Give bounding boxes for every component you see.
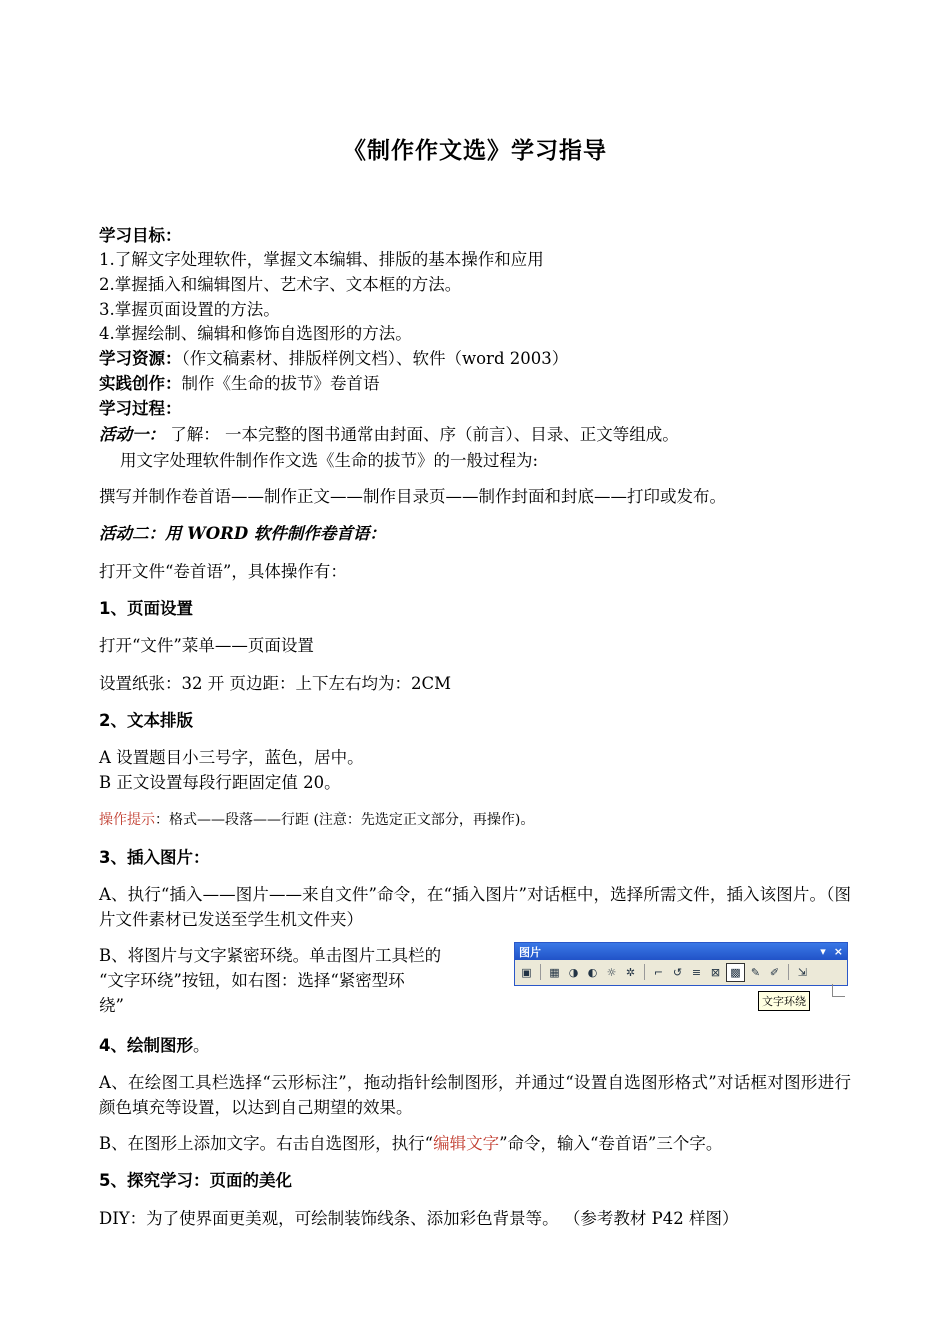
process-heading: 学习过程：	[99, 399, 182, 418]
edit-text-highlight: 编辑文字	[433, 1134, 500, 1153]
para-b-pre: B、在图形上添加文字。右击自选图形，执行“	[99, 1134, 434, 1153]
activity1-line2: 用文字处理软件制作作文选《生命的拔节》的一般过程为:	[120, 451, 539, 470]
goals-heading: 学习目标：	[99, 226, 182, 245]
section4-para-a: A、在绘图工具栏选择“云形标注”，拖动指针绘制图形，并通过“设置自选图形格式”对话框对图形进行颜色填充等设置，以达到自己期望的效果。	[99, 1073, 851, 1117]
goal-item: 3.掌握页面设置的方法。	[99, 300, 280, 319]
activity2-heading: 活动二：用 WORD 软件制作卷首语：	[99, 524, 386, 543]
separator	[644, 964, 645, 980]
goal-item: 4.掌握绘制、编辑和修饰自选图形的方法。	[99, 324, 412, 343]
section3-para-b: “文字环绕”按钮，如右图：选择“紧密型环	[99, 971, 405, 990]
cursor-corner	[832, 984, 845, 997]
color-icon[interactable]: ▦	[549, 965, 560, 979]
toolbar-titlebar[interactable]	[515, 943, 847, 960]
para-b-post: ”命令，输入“卷首语”三个字。	[499, 1134, 723, 1153]
crop-icon[interactable]: ⌐	[653, 965, 664, 979]
goal-item: 1.了解文字处理软件，掌握文本编辑、排版的基本操作和应用	[99, 250, 544, 269]
activity1-line3: 撰写并制作卷首语——制作正文——制作目录页——制作封面和封底——打印或发布。	[99, 487, 726, 506]
reset-picture-icon[interactable]: ⇲	[797, 965, 808, 979]
activity2-intro: 打开文件“卷首语”，具体操作有：	[99, 562, 347, 581]
resources-text: （作文稿素材、排版样例文档）、软件（word 2003）	[181, 349, 569, 368]
practice-label: 实践创作：	[99, 374, 182, 393]
toolbar-title: 图片	[519, 945, 541, 959]
section1-line: 打开“文件”菜单——页面设置	[99, 636, 314, 655]
rotate-icon[interactable]: ↺	[672, 965, 683, 979]
section4-para-b	[99, 1133, 722, 1155]
format-picture-icon[interactable]: ✎	[750, 965, 761, 979]
goal-item: 2.掌握插入和编辑图片、艺术字、文本框的方法。	[99, 275, 462, 294]
contrast-down-icon[interactable]: ◐	[587, 965, 598, 979]
resources-label: 学习资源：	[99, 349, 182, 368]
section1-heading: 1、页面设置	[99, 599, 193, 618]
section5-text: DIY：为了使界面更美观，可绘制装饰线条、添加彩色背景等。 （参考教材 P42 样图）	[99, 1209, 739, 1228]
section5-heading: 5、探究学习：页面的美化	[99, 1171, 292, 1190]
section3-heading: 3、插入图片：	[99, 848, 210, 867]
section4-heading-line	[99, 1035, 209, 1057]
chevron-down-icon[interactable]: ▾	[820, 945, 826, 958]
brightness-down-icon[interactable]: ✲	[625, 965, 636, 979]
separator	[788, 964, 789, 980]
page-title: 《制作作文选》学习指导	[343, 138, 607, 164]
section3-para-b: 绕”	[99, 996, 124, 1015]
section2-tip	[99, 809, 534, 831]
brightness-up-icon[interactable]: ☼	[606, 965, 617, 979]
practice-line	[99, 373, 380, 395]
activity1-line	[99, 424, 679, 446]
text-wrap-tooltip: 文字环绕	[758, 991, 810, 1011]
toolbar-buttons	[515, 960, 847, 984]
line-style-icon[interactable]: ≡	[691, 965, 702, 979]
tip-label: 操作提示	[99, 812, 155, 828]
section2-line: B 正文设置每段行距固定值 20。	[99, 773, 341, 792]
section4-heading-tail: 。	[192, 1036, 210, 1055]
resources-line	[99, 348, 568, 370]
tip-text: ：格式——段落——行距 (注意：先选定正文部分，再操作)。	[155, 812, 535, 828]
section4-heading: 4、绘制图形	[99, 1036, 193, 1055]
section2-heading: 2、文本排版	[99, 711, 193, 730]
text-wrap-icon[interactable]: ▩	[726, 963, 745, 982]
section3-para-a: A、执行“插入——图片——来自文件”命令，在“插入图片”对话框中，选择所需文件，插入该图片。（图片文件素材已发送至学生机文件夹）	[99, 885, 851, 929]
section2-line: A 设置题目小三号字，蓝色，居中。	[99, 748, 364, 767]
contrast-up-icon[interactable]: ◑	[568, 965, 579, 979]
separator	[540, 964, 541, 980]
section3-para-b: B、将图片与文字紧密环绕。单击图片工具栏的	[99, 946, 442, 965]
section1-line: 设置纸张：32 开 页边距：上下左右均为：2CM	[99, 674, 452, 693]
picture-icon[interactable]: ▣	[521, 965, 532, 979]
activity1-text: 了解： 一本完整的图书通常由封面、序（前言）、目录、正文等组成。	[170, 425, 679, 444]
picture-toolbar	[514, 942, 848, 986]
set-transparent-icon[interactable]: ✐	[769, 965, 780, 979]
compress-icon[interactable]: ⊠	[710, 965, 721, 979]
close-icon[interactable]: ×	[833, 945, 843, 958]
practice-text: 制作《生命的拔节》卷首语	[181, 374, 380, 393]
activity1-label: 活动一：	[99, 425, 165, 444]
